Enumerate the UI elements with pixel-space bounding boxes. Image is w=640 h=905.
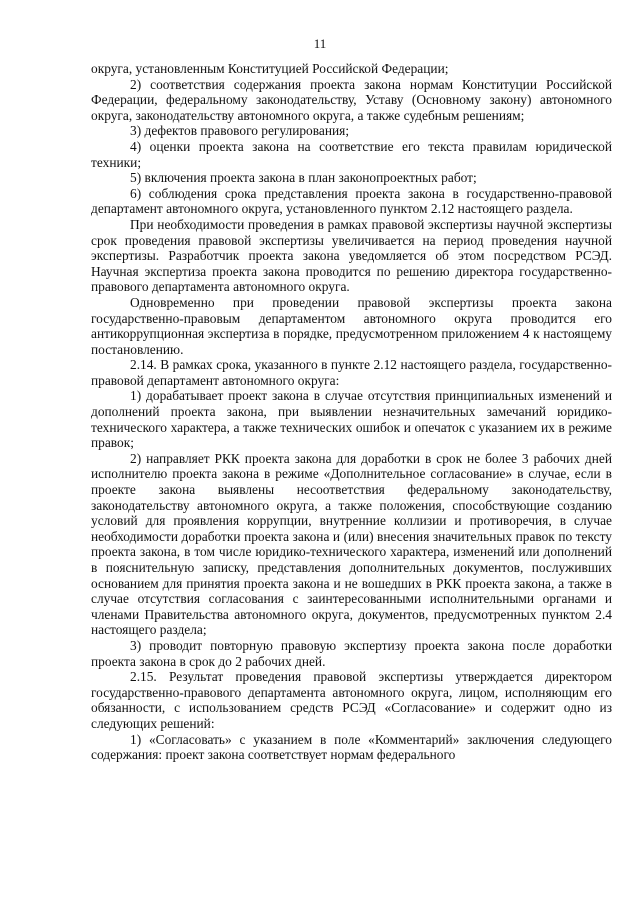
clause-2-14-item-2: 2) направляет РКК проекта закона для доработки в срок не более 3 рабочих дней исполнителю проекта закона в режиме «Дополнительное согласование» в случае, если в проекте закона выявлены несоответствия федеральному законодательству, законодательству автономного округа, а также положения, способствующие созданию условий для проявления коррупции, внутренние коллизии и противоречия, в случае необходимости доработки проекта закона и (или) внесения значительных правок по тексту проекта закона, в том числе юридико-технического характера, изменений или дополнений в пояснительную записку, представления дополнительных документов, послуживших основанием для принятия проекта закона и не вошедших в РКК проекта закона, а также в случае отсутствия согласования с заинтересованными исполнительными органами и членами Правительства автономного округа, документов, предусмотренных пунктом 2.4 настоящего раздела; xyxy=(91,450,612,638)
paragraph-scientific-expertise: При необходимости проведения в рамках правовой экспертизы научной экспертизы срок проведения правовой экспертизы увеличивается на период проведения научной экспертизы. Разработчик проекта закона уведомляется об этом посредством РСЭД. Научная экспертиза проекта закона проводится по решению директора государственно-правового департамента автономного округа. xyxy=(91,216,612,295)
list-item-3: 3) дефектов правового регулирования; xyxy=(130,123,350,139)
list-item-2: 2) соответствия содержания проекта закона нормам Конституции Российской Федерации, федеральному законодательству, Уставу (Основному закону) автономного округа, законодательству автономного округа, а также судебным решениям; xyxy=(91,76,612,123)
clause-2-14-item-1: 1) дорабатывает проект закона в случае отсутствия принципиальных изменений и дополнений проекта закона, при выявлении незначительных замечаний юридико-технического характера, а также технических ошибок и опечаток с указанием их в режиме правок; xyxy=(91,388,612,451)
clause-2-15-item-1: 1) «Согласовать» с указанием в поле «Комментарий» заключения следующего содержания: проект закона соответствует нормам федерального xyxy=(91,731,612,763)
paragraph-anticorruption-expertise: Одновременно при проведении правовой экспертизы проекта закона государственно-правовым департаментом автономного округа проводится его антикоррупционная экспертиза в порядке, предусмотренном приложением 4 к настоящему постановлению. xyxy=(91,294,612,357)
clause-2-14: 2.14. В рамках срока, указанного в пункте 2.12 настоящего раздела, государственно-правовой департамент автономного округа: xyxy=(91,357,612,388)
list-item-5: 5) включения проекта закона в план законопроектных работ; xyxy=(130,170,477,186)
page-number: 11 xyxy=(313,36,327,51)
clause-2-15: 2.15. Результат проведения правовой экспертизы утверждается директором государственно-правового департамента автономного округа, лицом, исполняющим его обязанности, с использованием средств РСЭД «Согласование» и содержит одно из следующих решений: xyxy=(91,669,612,731)
paragraph-continuation: округа, установленным Конституцией Российской Федерации; xyxy=(91,61,449,76)
list-item-6: 6) соблюдения срока представления проекта закона в государственно-правовой департамент автономного округа, установленного пунктом 2.12 настоящего раздела. xyxy=(91,185,612,217)
list-item-4: 4) оценки проекта закона на соответствие его текста правилам юридической техники; xyxy=(91,138,612,170)
clause-2-14-item-3: 3) проводит повторную правовую экспертизу проекта закона после доработки проекта закона в срок до 2 рабочих дней. xyxy=(91,637,612,669)
document-body xyxy=(91,61,612,763)
